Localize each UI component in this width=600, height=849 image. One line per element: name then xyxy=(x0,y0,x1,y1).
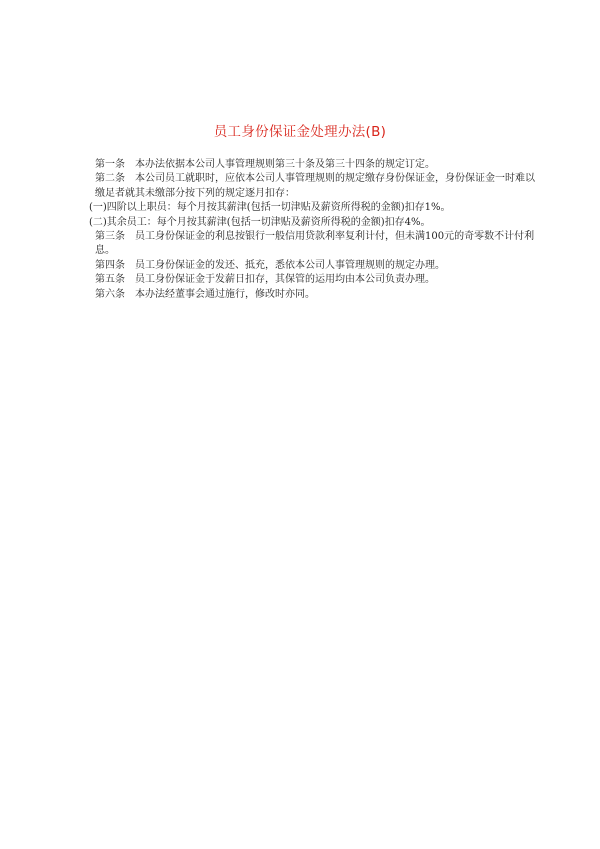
article-text: 员工身份保证金于发薪日扣存，其保管的运用均由本公司负责办理。 xyxy=(135,274,435,286)
article-number: 第四条 xyxy=(95,259,125,271)
article-text: 员工身份保证金的发还、抵充，悉依本公司人事管理规则的规定办理。 xyxy=(135,259,445,271)
article-6 xyxy=(95,288,535,302)
article-2 xyxy=(95,172,535,201)
article-number: 第五条 xyxy=(95,274,125,286)
article-text: (一)四阶以上职员：每个月按其薪津(包括一切津贴及薪资所得税的金额)扣存1%。 xyxy=(89,202,451,214)
article-1 xyxy=(95,158,535,172)
article-number: 第一条 xyxy=(95,159,125,170)
article-text: 员工身份保证金的利息按银行一般信用贷款利率复利计付，但未满100元的奇零数不计付利息。 xyxy=(95,231,535,257)
article-2-item-1 xyxy=(89,201,535,215)
article-2-item-2 xyxy=(89,216,535,230)
document-title: 员工身份保证金处理办法(B) xyxy=(213,124,387,140)
article-5 xyxy=(95,273,535,287)
document-body xyxy=(89,158,535,302)
article-number: 第三条 xyxy=(95,231,125,243)
article-number: 第二条 xyxy=(95,173,125,185)
article-text: 本办法经董事会通过施行，修改时亦同。 xyxy=(135,288,315,300)
article-number: 第六条 xyxy=(95,288,125,300)
article-4 xyxy=(95,259,535,273)
article-text: 本办法依据本公司人事管理规则第三十条及第三十四条的规定订定。 xyxy=(135,159,435,170)
article-3 xyxy=(95,230,535,259)
article-text: (二)其余员工：每个月按其薪津(包括一切津贴及薪资所得税的金额)扣存4%。 xyxy=(89,216,431,228)
article-text: 本公司员工就职时，应依本公司人事管理规则的规定缴存身份保证金，身份保证金一时难以缴足者就其未缴部分按下列的规定逐月扣存： xyxy=(95,173,535,199)
